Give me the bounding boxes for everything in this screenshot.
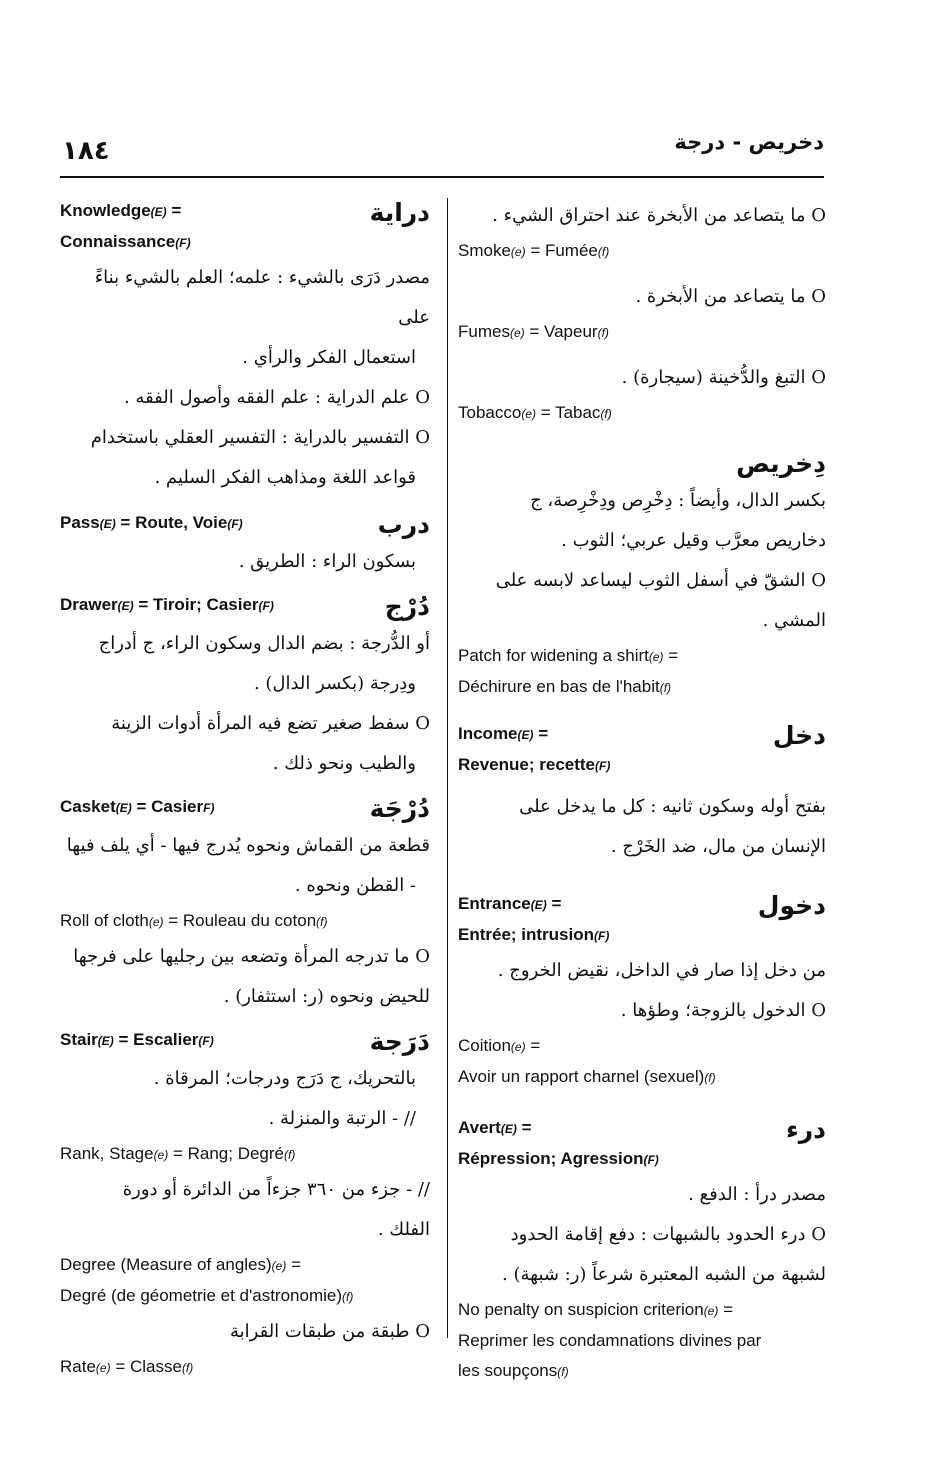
headword: دُرْجَة xyxy=(369,794,430,823)
arabic-definition: الإنسان من مال، ضد الخَرْج . xyxy=(610,836,826,857)
translation: Coition(e) = xyxy=(458,1036,541,1055)
entry-daraja xyxy=(60,1025,430,1383)
arabic-definition: O التفسير بالدراية : التفسير العقلي باستخدام xyxy=(90,427,430,448)
entry-dikhris xyxy=(458,447,826,703)
arabic-definition: للحيض ونحوه (ر: استثفار) . xyxy=(223,986,430,1007)
arabic-definition: بسكون الراء : الطريق . xyxy=(238,551,416,572)
entry-dukhul xyxy=(458,889,826,1093)
arabic-definition: O ما تدرجه المرأة وتضعه بين رجليها على فرجها xyxy=(73,946,430,967)
entry-darb xyxy=(60,508,430,582)
translation: Déchirure en bas de l'habit(f) xyxy=(458,677,672,696)
headword: دُرْج xyxy=(384,592,430,621)
arabic-definition: O درء الحدود بالشبهات : دفع إقامة الحدود xyxy=(510,1224,826,1245)
arabic-definition: // - جزء من ٣٦٠ جزءاً من الدائرة أو دورة xyxy=(122,1179,430,1200)
translation: Avoir un rapport charnel (sexuel)(f) xyxy=(458,1067,716,1086)
arabic-definition: دخاريص معرَّب وقيل عربي؛ الثوب . xyxy=(561,530,826,551)
arabic-definition: // - الرتبة والمنزلة . xyxy=(268,1108,416,1129)
header-rule xyxy=(60,176,824,178)
column-divider xyxy=(447,198,448,1338)
translation: Patch for widening a shirt(e) = xyxy=(458,646,679,665)
entry-gloss: Income(E) = Revenue; recette(F) xyxy=(458,724,611,774)
translation: les soupçons(f) xyxy=(458,1361,569,1380)
arabic-definition: والطيب ونحو ذلك . xyxy=(272,753,416,774)
headword: درء xyxy=(785,1115,826,1144)
arabic-definition: O علم الدراية : علم الفقه وأصول الفقه . xyxy=(123,387,430,408)
arabic-definition: - القطن ونحوه . xyxy=(294,875,416,896)
headword: درب xyxy=(377,510,430,539)
headword: دَرَجة xyxy=(369,1027,430,1056)
arabic-definition: بفتح أوله وسكون ثانيه : كل ما يدخل على xyxy=(519,796,826,817)
arabic-definition: بكسر الدال، وأيضاً : دِخْرِص ودِخْرِصة، ج xyxy=(530,490,826,511)
arabic-definition: O طبقة من طبقات القرابة xyxy=(230,1321,430,1342)
translation: Rank, Stage(e) = Rang; Degré(f) xyxy=(60,1144,296,1163)
arabic-definition: استعمال الفكر والرأي . xyxy=(242,347,416,368)
running-head: دخريص - درجة xyxy=(674,130,824,154)
entry-dakhl xyxy=(458,719,826,867)
headword: دخل xyxy=(772,721,826,750)
arabic-definition: قواعد اللغة ومذاهب الفكر السليم . xyxy=(154,467,416,488)
entry-durj xyxy=(60,590,430,784)
entry-gloss: Avert(E) = Répression; Agression(F) xyxy=(458,1118,659,1168)
entry-gloss: Casket(E) = CasierF) xyxy=(60,797,215,816)
arabic-definition: O الدخول بالزوجة؛ وطؤها . xyxy=(620,1000,826,1021)
headword: دِخريص xyxy=(736,449,826,478)
arabic-definition: O التبغ والدُّخينة (سيجارة) . xyxy=(621,367,826,388)
arabic-definition: O ما يتصاعد من الأبخرة . xyxy=(635,286,826,307)
arabic-definition: O ما يتصاعد من الأبخرة عند احتراق الشيء . xyxy=(492,205,826,226)
arabic-definition: بالتحريك، ج دَرَج ودرجات؛ المرقاة . xyxy=(153,1068,416,1089)
arabic-definition: أو الدُّرجة : بضم الدال وسكون الراء، ج أدراج xyxy=(98,633,430,654)
translation: Fumes(e) = Vapeur(f) xyxy=(458,322,609,341)
entry-gloss: Knowledge(E) = Connaissance(F) xyxy=(60,201,191,251)
entry-gloss: Stair(E) = Escalier(F) xyxy=(60,1030,214,1049)
right-column xyxy=(458,196,826,1387)
translation: Rate(e) = Classe(f) xyxy=(60,1357,194,1376)
translation: Roll of cloth(e) = Rouleau du coton(f) xyxy=(60,911,328,930)
entry-dar xyxy=(458,1113,826,1387)
arabic-definition: مصدر دَرَى بالشيء : علمه؛ العلم بالشيء بناءً على xyxy=(94,267,430,328)
arabic-definition: قطعة من القماش ونحوه يُدرج فيها - أي يلف فيها xyxy=(66,835,430,856)
arabic-definition: O الشقّ في أسفل الثوب ليساعد لابسه على xyxy=(495,570,826,591)
entry-gloss: Drawer(E) = Tiroir; Casier(F) xyxy=(60,595,274,614)
translation: Degree (Measure of angles)(e) = xyxy=(60,1255,301,1274)
arabic-definition: المشي . xyxy=(762,610,826,631)
arabic-definition: O سفط صغير تضع فيه المرأة أدوات الزينة xyxy=(111,713,430,734)
headword: دراية xyxy=(369,198,430,227)
translation: Degré (de géometrie et d'astronomie)(f) xyxy=(60,1286,354,1305)
entry-diraya xyxy=(60,196,430,498)
arabic-definition: الفلك . xyxy=(377,1219,430,1240)
entry-gloss: Entrance(E) = Entrée; intrusion(F) xyxy=(458,894,610,944)
headword: دخول xyxy=(757,891,826,920)
arabic-definition: مصدر درأ : الدفع . xyxy=(688,1184,826,1205)
translation: Smoke(e) = Fumée(f) xyxy=(458,241,610,260)
translation: No penalty on suspicion criterion(e) = xyxy=(458,1300,734,1319)
arabic-definition: ودِرجة (بكسر الدال) . xyxy=(253,673,416,694)
entry-durja xyxy=(60,792,430,1017)
arabic-definition: من دخل إذا صار في الداخل، نقيض الخروج . xyxy=(497,960,826,981)
page-number: ١٨٤ xyxy=(62,136,110,166)
left-column xyxy=(60,196,430,1383)
entry-smoke xyxy=(458,196,826,429)
entry-gloss: Pass(E) = Route, Voie(F) xyxy=(60,513,243,532)
arabic-definition: لشبهة من الشبه المعتبرة شرعاً (ر: شبهة) . xyxy=(502,1264,826,1285)
translation: Reprimer les condamnations divines par xyxy=(458,1331,762,1350)
translation: Tobacco(e) = Tabac(f) xyxy=(458,403,612,422)
